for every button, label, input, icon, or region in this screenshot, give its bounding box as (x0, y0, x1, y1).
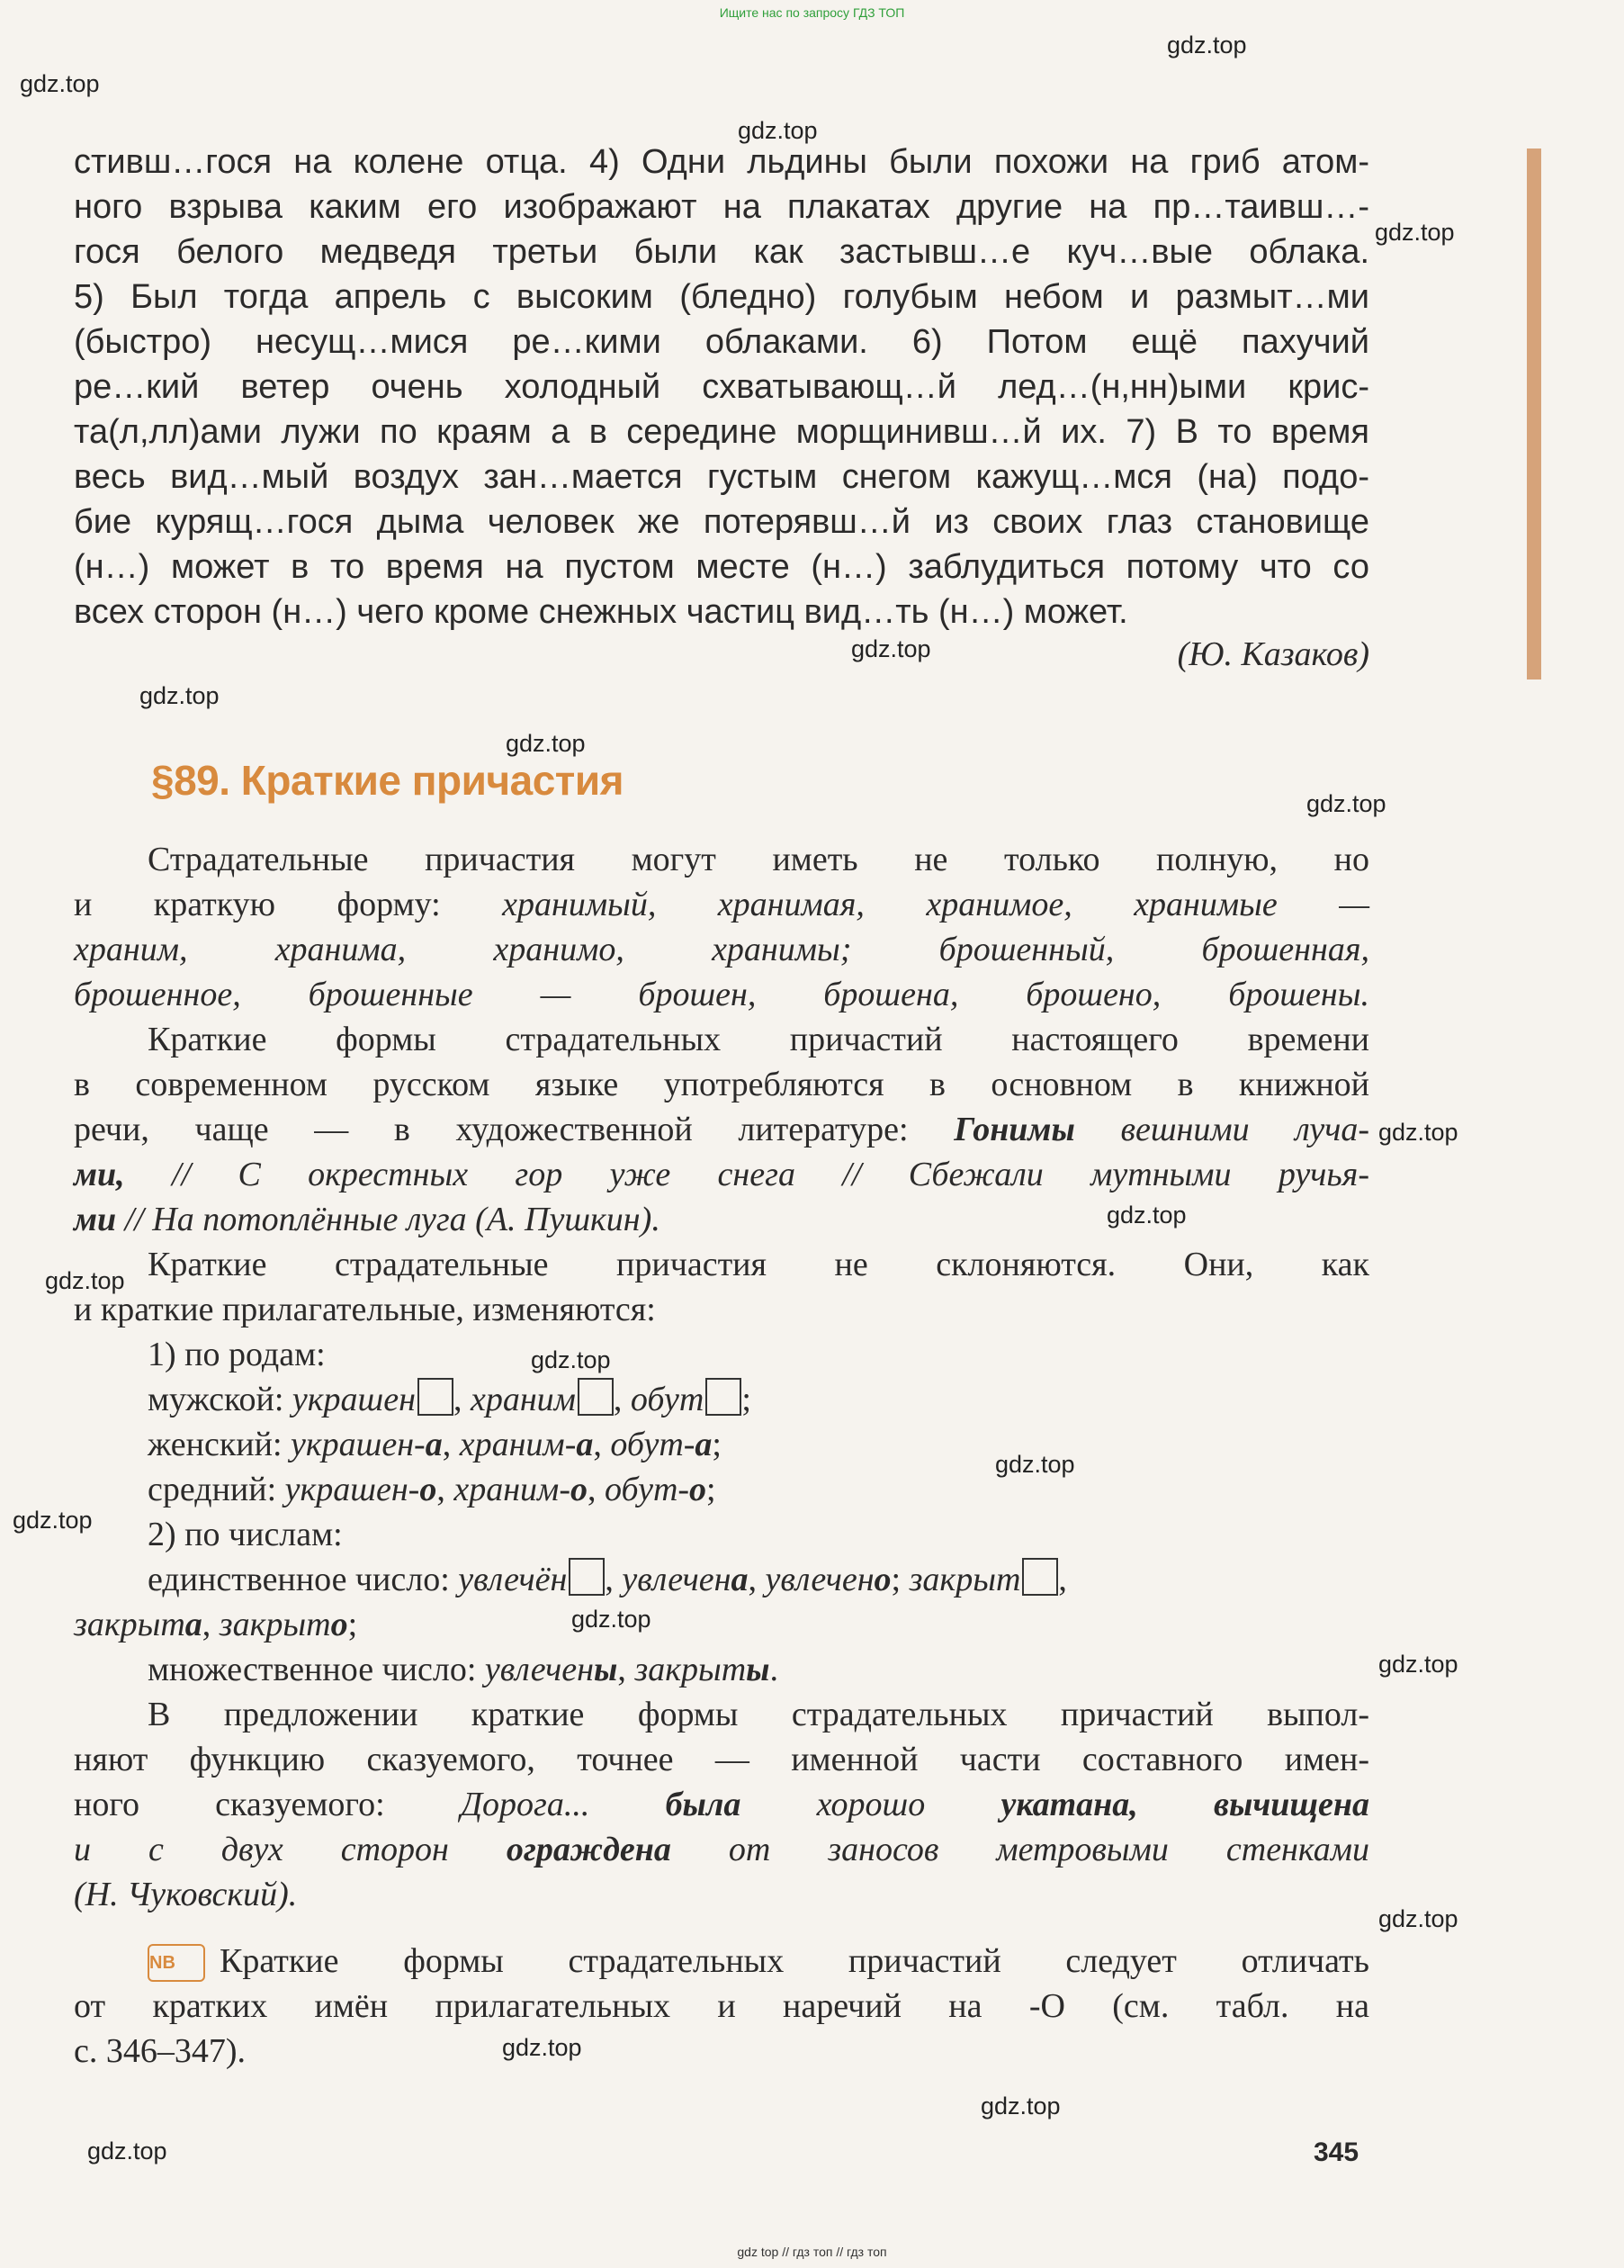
number-plural-line: множественное число: увлечены, закрыты. (148, 1651, 779, 1688)
watermark: gdz.top (502, 2034, 582, 2061)
example-word: увлечен (765, 1561, 875, 1598)
quote-text: хорошо (740, 1786, 1001, 1823)
text-run: множественное число: (148, 1651, 485, 1688)
example-word: украшен (292, 1381, 416, 1418)
exercise-line: 5) Был тогда апрель с высоким (бледно) голубым небом и размыт…ми (74, 278, 1369, 316)
paragraph-line: Страдательные причастия могут иметь не только полную, но (148, 841, 1369, 878)
ending: о (689, 1471, 707, 1508)
ending: а (731, 1561, 749, 1598)
paragraph-line: брошенное, брошенные — брошен, брошена, брошено, брошены. (74, 976, 1369, 1013)
watermark: gdz.top (1378, 1651, 1458, 1678)
number-singular-line: единственное число: увлечён , увлечена, увлечено; закрыт , (74, 1557, 1369, 1602)
paragraph-line (74, 1152, 1369, 1197)
highlighted-word: ограждена (506, 1831, 671, 1868)
watermark: gdz.top (995, 1451, 1075, 1478)
highlighted-word: Гонимы (954, 1111, 1075, 1148)
paragraph-line: в современном русском языке употребляются в основном в книжной (74, 1066, 1369, 1103)
example-word: закрыт (909, 1561, 1021, 1598)
watermark: gdz.top (1306, 790, 1386, 817)
paragraph-line (74, 1827, 1369, 1872)
text-run: речи, чаще — в художественной литературе: (74, 1111, 955, 1148)
example-word: обут- (610, 1426, 695, 1463)
bottom-banner: gdz top // гдз топ // гдз топ (737, 2245, 887, 2259)
nb-icon: NB (148, 1944, 205, 1982)
ending: ы (594, 1651, 618, 1688)
text-run: мужской: (148, 1381, 292, 1418)
example-word: храним- (453, 1471, 570, 1508)
page-number: 345 (1314, 2138, 1359, 2167)
text-run: женский: (148, 1426, 292, 1463)
ending: о (874, 1561, 892, 1598)
watermark: gdz.top (13, 1507, 93, 1534)
example-word: увлечен (622, 1561, 731, 1598)
quote-text: // На потоплённые луга (А. Пушкин). (116, 1201, 660, 1238)
zero-ending-box (417, 1378, 453, 1416)
paragraph-line: храним, хранима, хранимо, хранимы; брошенный, брошенная, (74, 931, 1369, 968)
exercise-line: стивш…гося на колене отца. 4) Одни льдины были похожи на гриб атом- (74, 143, 1369, 181)
spacer (74, 1917, 1369, 1939)
top-banner: Ищите нас по запросу ГДЗ ТОП (719, 5, 905, 20)
watermark: gdz.top (506, 730, 586, 757)
paragraph-line: В предложении краткие формы страдательных причастий выпол- (148, 1696, 1369, 1733)
example-words: хранимый, хранимая, хранимое, хранимые — (502, 886, 1370, 923)
ending: а (695, 1426, 713, 1463)
exercise-text (74, 140, 1369, 634)
gender-neuter-line: средний: украшен-о, храним-о, обут-о; (148, 1471, 716, 1508)
zero-ending-box (569, 1558, 605, 1596)
watermark: gdz.top (571, 1606, 651, 1633)
watermark: gdz.top (45, 1267, 125, 1294)
exercise-attribution: (Ю. Казаков) (1177, 635, 1369, 673)
ending: ы (746, 1651, 770, 1688)
example-word: украшен- (284, 1471, 420, 1508)
nb-line: от кратких имён прилагательных и наречий на -О (см. табл. на (74, 1987, 1369, 2025)
ending: а (425, 1426, 443, 1463)
watermark: gdz.top (139, 682, 220, 709)
number-singular-line-cont: закрыта, закрыто; (74, 1606, 358, 1643)
example-word: увлечен (484, 1651, 594, 1688)
exercise-line: (н…) может в то время на пустом месте (н…) заблудиться потому что со (74, 548, 1369, 586)
watermark: gdz.top (738, 117, 818, 144)
quote-text: от заносов метровыми стенками (670, 1831, 1369, 1868)
watermark: gdz.top (87, 2138, 167, 2164)
quote-text: вешними луча- (1074, 1111, 1369, 1148)
paragraph-line: Краткие формы страдательных причастий настоящего времени (148, 1021, 1369, 1058)
watermark: gdz.top (1378, 1905, 1458, 1932)
ending: а (184, 1606, 202, 1643)
exercise-line: весь вид…мый воздух зан…мается густым снегом кажущ…мся (на) подо- (74, 458, 1369, 496)
text-run: единственное число: (148, 1561, 459, 1598)
list-heading: 2) по числам: (148, 1516, 343, 1553)
watermark: gdz.top (1375, 219, 1455, 246)
nb-line: с. 346–347). (74, 2032, 247, 2070)
section-heading: §89. Краткие причастия (151, 757, 624, 804)
paragraph-line (74, 1782, 1369, 1827)
exercise-line: гося белого медведя третьи были как застывш…е куч…вые облака. (74, 233, 1369, 271)
example-word: закрыт (219, 1606, 331, 1643)
paragraph-line: и краткие прилагательные, изменяются: (74, 1291, 656, 1328)
exercise-line: всех сторон (н…) чего кроме снежных частиц вид…ть (н…) может. (74, 593, 1128, 631)
watermark: gdz.top (1107, 1202, 1187, 1228)
quote-text: и с двух сторон (74, 1831, 507, 1868)
nb-line (74, 1939, 1369, 1984)
example-word: обут (630, 1381, 704, 1418)
zero-ending-box (1022, 1558, 1058, 1596)
text-run: ного сказуемого: (74, 1786, 461, 1823)
ending: о (570, 1471, 588, 1508)
example-word: закрыт (74, 1606, 185, 1643)
highlighted-word: укатана, вычищена (1000, 1786, 1370, 1823)
paragraph-line (74, 882, 1369, 927)
watermark: gdz.top (851, 635, 931, 662)
text-run: средний: (148, 1471, 285, 1508)
highlighted-word: ми, (74, 1156, 125, 1193)
watermark: gdz.top (531, 1346, 611, 1373)
exercise-line: ре…кий ветер очень холодный схватывающ…й лед…(н,нн)ыми крис- (74, 368, 1369, 406)
section-body (74, 837, 1369, 2074)
paragraph-line: Краткие страдательные причастия не склоняются. Они, как (148, 1246, 1369, 1283)
watermark: gdz.top (1167, 32, 1247, 58)
ending: о (419, 1471, 437, 1508)
ending: о (330, 1606, 348, 1643)
exercise-line: ного взрыва каким его изображают на плакатах другие на пр…таивш…- (74, 188, 1369, 226)
example-word: храним- (459, 1426, 577, 1463)
example-word: закрыт (634, 1651, 747, 1688)
gender-masculine-line: мужской: украшен , храним , обут ; (74, 1377, 1369, 1422)
text-run: и краткую форму: (74, 886, 503, 923)
zero-ending-box (578, 1378, 614, 1416)
list-heading: 1) по родам: (148, 1336, 326, 1373)
example-word: храним (470, 1381, 576, 1418)
example-word: украшен- (291, 1426, 426, 1463)
watermark: gdz.top (20, 70, 100, 97)
paragraph-line (74, 1107, 1369, 1152)
exercise-line: та(л,лл)ами лужи по краям а в середине морщинивш…й их. 7) В то время (74, 413, 1369, 451)
text-run: Краткие формы страдательных причастий следует отличать (220, 1942, 1369, 1980)
example-word: увлечён (458, 1561, 568, 1598)
quote-text: Дорога... (460, 1786, 666, 1823)
gender-feminine-line: женский: украшен-а, храним-а, обут-а; (148, 1426, 722, 1463)
highlighted-word: была (665, 1786, 741, 1823)
highlighted-word: ми (74, 1201, 117, 1238)
exercise-line: (быстро) несущ…мися ре…кими облаками. 6) Потом ещё пахучий (74, 323, 1369, 361)
zero-ending-box (705, 1378, 741, 1416)
example-word: обут- (604, 1471, 690, 1508)
page-edge-marker (1527, 148, 1541, 680)
ending: а (576, 1426, 594, 1463)
quote-text: // С окрестных гор уже снега // Сбежали мутными ручья- (124, 1156, 1369, 1193)
paragraph-line: (Н. Чуковский). (74, 1876, 298, 1913)
watermark: gdz.top (981, 2092, 1061, 2120)
watermark: gdz.top (1378, 1119, 1458, 1146)
paragraph-line: няют функцию сказуемого, точнее — именной части составного имен- (74, 1741, 1369, 1778)
exercise-line: бие курящ…гося дыма человек же потерявш…й из своих глаз становище (74, 503, 1369, 541)
